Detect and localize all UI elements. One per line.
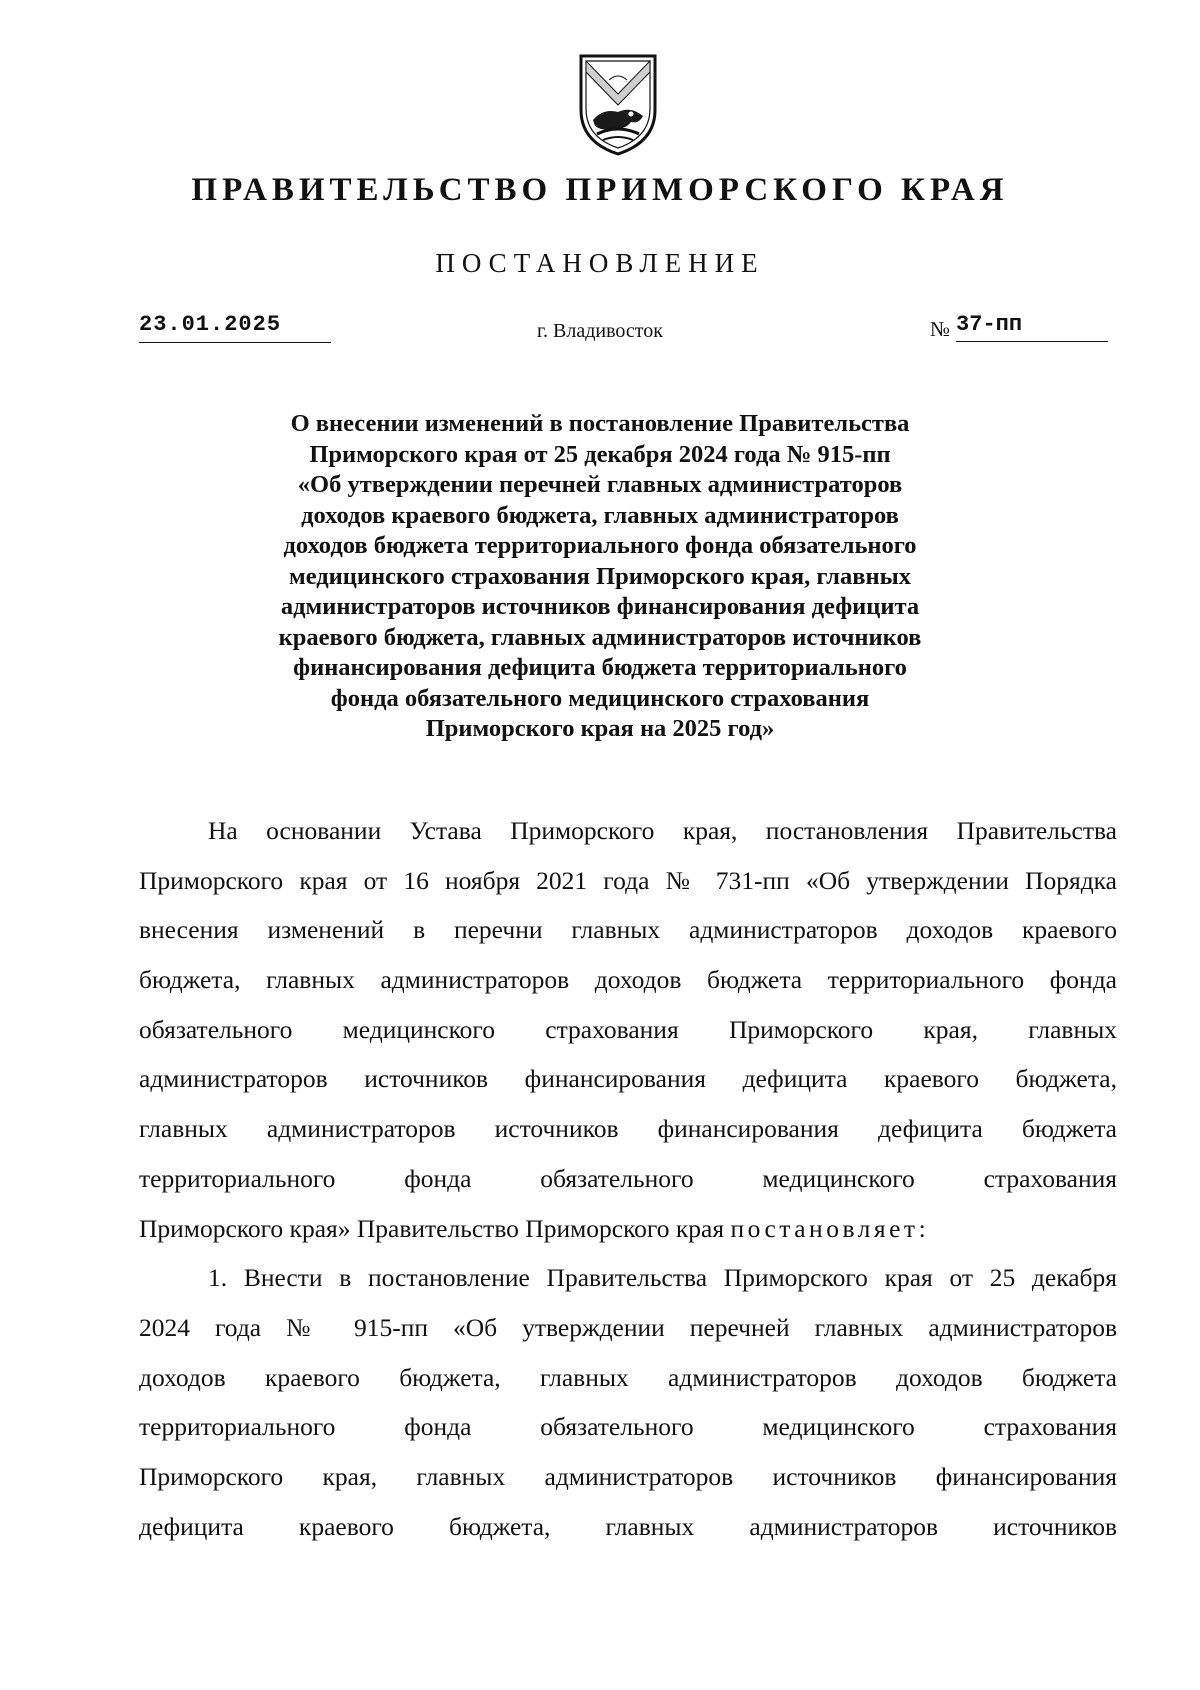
body-line: территориального фонда обязательного медицинского страхования (139, 1163, 1117, 1193)
body-line: На основании Устава Приморского края, постановления Правительства (208, 816, 1117, 845)
body-line-end: : (918, 1213, 926, 1243)
document-city: г. Владивосток (537, 320, 663, 342)
decree-verb: постановляет (730, 1213, 919, 1243)
document-number-block (930, 312, 1108, 342)
body-line: обязательного медицинского страхования Приморского края, главных (139, 1014, 1117, 1044)
document-date: 23.01.2025 (139, 312, 282, 337)
body-line: внесения изменений в перечни главных администраторов доходов краевого (139, 915, 1117, 945)
heading-line: медицинского страхования Приморского края, главных (289, 562, 911, 590)
heading-line: краевого бюджета, главных администраторов источников (278, 623, 922, 651)
paragraph-preamble (139, 806, 1117, 1253)
body-line: доходов краевого бюджета, главных администраторов доходов бюджета (139, 1362, 1117, 1392)
heading-line: «Об утверждении перечней главных администраторов (297, 471, 903, 498)
body-line: бюджета, главных администраторов доходов бюджета территориального фонда (139, 965, 1117, 995)
coat-of-arms-emblem (573, 50, 663, 158)
document-type: ПОСТАНОВЛЕНИЕ (435, 248, 765, 278)
body-line: дефицита краевого бюджета, главных администраторов источников (139, 1511, 1117, 1541)
heading-line: администраторов источников финансирования дефицита (280, 593, 920, 620)
heading-line: доходов бюджета территориального фонда обязательного (283, 532, 917, 559)
heading-line: доходов краевого бюджета, главных администраторов (301, 501, 899, 529)
document-body (139, 806, 1117, 1551)
body-line: 1. Внести в постановление Правительства Приморского края от 25 декабря (208, 1263, 1117, 1293)
body-line: Приморского края, главных администраторов источников финансирования (139, 1461, 1117, 1491)
heading-line: О внесении изменений в постановление Правительства (290, 410, 910, 437)
document-heading (0, 409, 1200, 745)
heading-line: финансирования дефицита бюджета территориального (293, 654, 907, 681)
heading-line: Приморского края от 25 декабря 2024 года № 915-пп (309, 440, 891, 468)
body-line: администраторов источников финансирования дефицита краевого бюджета, (139, 1064, 1117, 1094)
heading-line: фонда обязательного медицинского страхования (330, 684, 870, 712)
body-line: главных администраторов источников финансирования дефицита бюджета (139, 1114, 1117, 1144)
body-line: Приморского края от 16 ноября 2021 года № 731-пп «Об утверждении Порядка (139, 865, 1117, 895)
number-sign: № (930, 317, 951, 341)
body-line-start: Приморского края» Правительство Приморского края (139, 1213, 731, 1243)
heading-line: Приморского края на 2025 год» (425, 715, 775, 742)
organization-title: ПРАВИТЕЛЬСТВО ПРИМОРСКОГО КРАЯ (191, 172, 1009, 208)
paragraph-item-1 (139, 1253, 1117, 1551)
document-number: 37-пп (956, 312, 1023, 337)
body-line: территориального фонда обязательного медицинского страхования (139, 1412, 1117, 1442)
body-line: 2024 года № 915-пп «Об утверждении перечней главных администраторов (139, 1312, 1117, 1342)
body-line (139, 1204, 1117, 1254)
document-number-field (956, 312, 1108, 342)
